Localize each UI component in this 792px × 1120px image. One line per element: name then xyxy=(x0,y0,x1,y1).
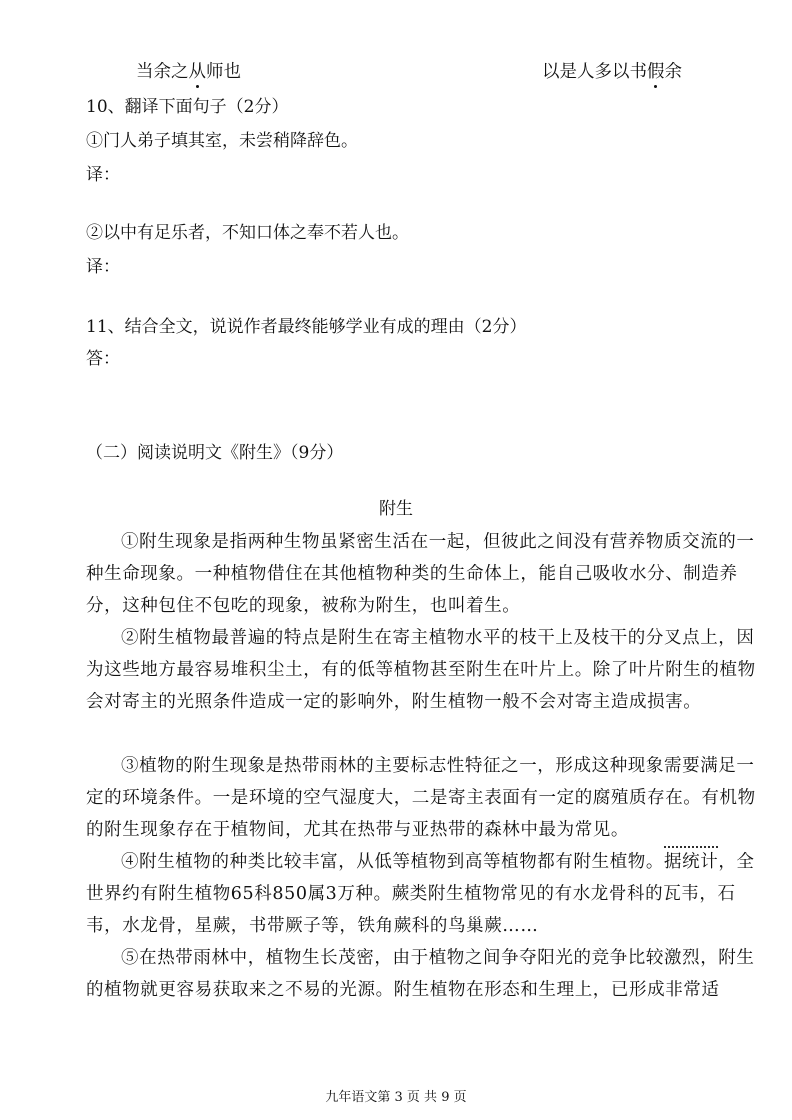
q10-sentence-1: ①门人弟子填其室，未尝稍降辞色。 xyxy=(86,131,358,151)
dotted-word-left xyxy=(136,56,241,88)
paragraph-2: ②附生植物最普遍的特点是附生在寄主植物水平的枝干上及枝干的分叉点上，因为这些地方最容易堆积尘土，有的低等植物甚至附生在叶片上。除了叶片附生的植物会对寄主的光照条件造成一定的影响外，附生植物一般不会对寄主造成损害。 xyxy=(86,628,756,712)
article-title: 附生 xyxy=(379,499,413,519)
left-post: 师也 xyxy=(206,62,241,82)
q11-answer-label: 答： xyxy=(86,349,120,369)
q10-sentence-2: ②以中有足乐者，不知口体之奉不若人也。 xyxy=(86,223,409,243)
paragraph-1: ①附生现象是指两种生物虽紧密生活在一起，但彼此之间没有营养物质交流的一种生命现象。一种植物借住在其他植物种类的生命体上，能自己吸收水分、制造养分，这种包住不包吃的现象，被称为附生，也叫着生。 xyxy=(86,532,755,616)
q10-answer-label-2: 译： xyxy=(86,257,120,277)
right-pre: 以是人多以书 xyxy=(542,62,647,82)
right-post: 余 xyxy=(664,62,682,82)
left-pre: 当余之 xyxy=(136,62,189,82)
paragraph-5: ⑤在热带雨林中，植物生长茂密，由于植物之间争夺阳光的竞争比较激烈，附生的植物就更容易获取来之不易的光源。附生植物在形态和生理上，已形成非常适 xyxy=(86,948,755,1000)
section2-heading: （二）阅读说明文《附生》（9分） xyxy=(86,443,344,463)
paragraph-4 xyxy=(86,846,766,942)
q10-title: 10、翻译下面句子（2分） xyxy=(86,97,289,117)
left-dot-char: 从 xyxy=(188,62,206,82)
paragraph-3: ③植物的附生现象是热带雨林的主要标志性特征之一，形成这种现象需要满足一定的环境条件。一是环境的空气湿度大，二是寄主表面有一定的腐殖质存在。有机物的附生现象存在于植物间，尤其在热带与亚热带的森林中最为常见。 xyxy=(86,756,756,840)
right-dot-char: 假 xyxy=(647,62,665,82)
page-footer: 九年语文第 3 页 共 9 页 xyxy=(325,1090,467,1105)
p4-post: ，全世界约有附生植物65科850属3万种。蕨类附生植物常见的有水龙骨科的瓦韦，石韦，水龙骨，星蕨，书带厥子等，铁角蕨科的鸟巢蕨…… xyxy=(86,852,755,936)
q11-title: 11、结合全文，说说作者最终能够学业有成的理由（2分） xyxy=(86,317,527,337)
p4-dotted: 据统计 xyxy=(664,852,719,872)
q10-answer-label-1: 译： xyxy=(86,165,120,185)
dotted-word-right xyxy=(542,56,682,88)
p4-pre: ④附生植物的种类比较丰富，从低等植物到高等植物都有附生植物。 xyxy=(121,852,664,872)
